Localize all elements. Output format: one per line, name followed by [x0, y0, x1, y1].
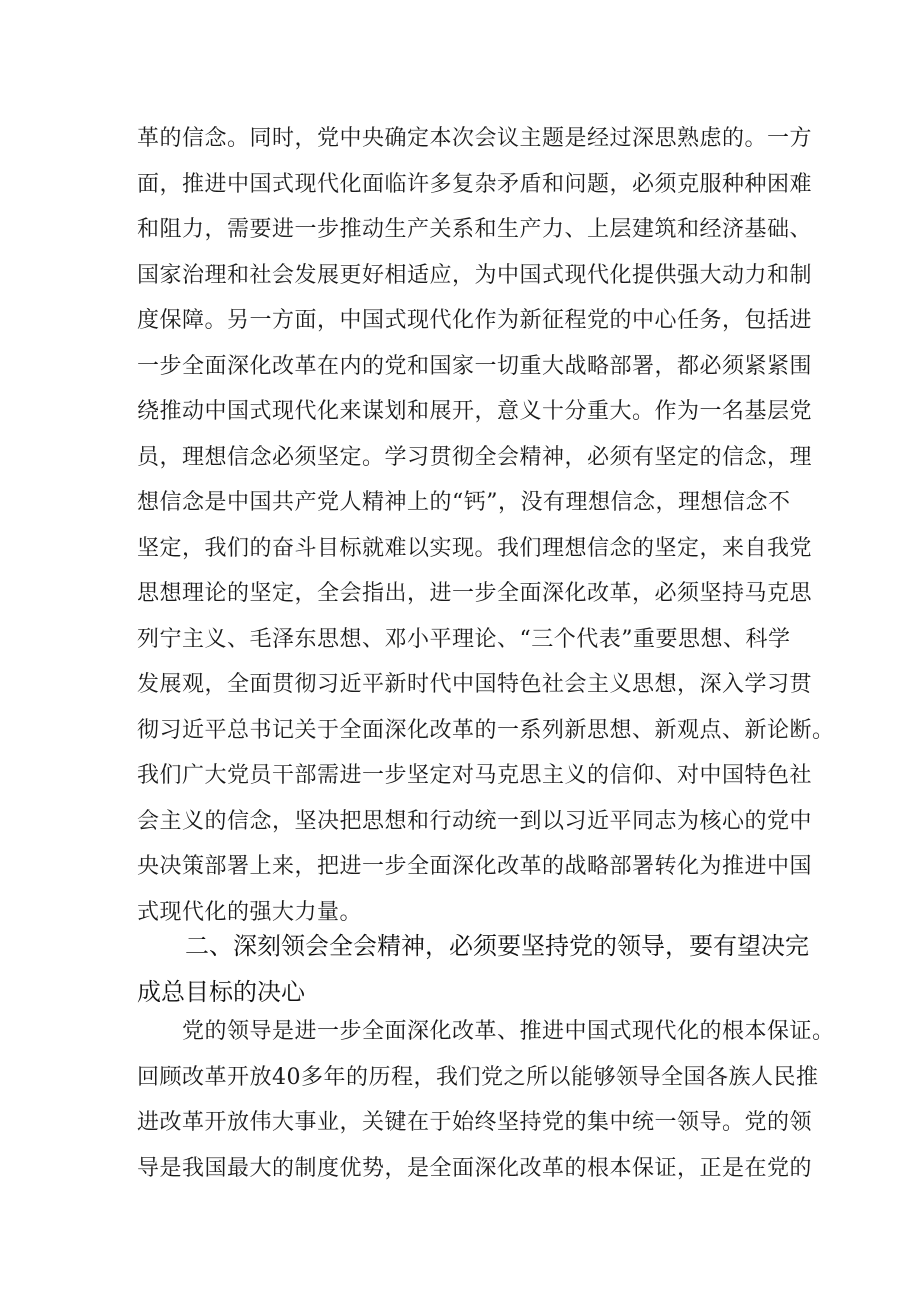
text-line: 国家治理和社会发展更好相适应，为中国式现代化提供强大动力和制	[137, 262, 813, 288]
text-line: 面，推进中国式现代化面临许多复杂矛盾和问题，必须克服种种困难	[137, 171, 813, 197]
text-line: 成总目标的决心	[137, 978, 305, 1006]
text-line: 导是我国最大的制度优势，是全面深化改革的根本保证，正是在党的	[137, 1155, 813, 1181]
text-line: 进改革开放伟大事业，关键在于始终坚持党的集中统一领导。党的领	[137, 1110, 813, 1135]
text-line: 我们广大党员干部需进一步坚定对马克思主义的信仰、对中国特色社	[137, 763, 813, 788]
text-line: 想信念是中国共产党人精神上的“钙”，没有理想信念，理想信念不	[137, 490, 791, 515]
text-line: 会主义的信念，坚决把思想和行动统一到以习近平同志为核心的党中	[137, 808, 813, 834]
text-line: 回顾改革开放40多年的历程，我们党之所以能够领导全国各族人民推	[137, 1064, 819, 1090]
text-line: 革的信念。同时，党中央确定本次会议主题是经过深思熟虑的。一方	[137, 126, 813, 151]
text-line: 列宁主义、毛泽东思想、邓小平理论、“三个代表”重要思想、科学	[137, 626, 791, 652]
text-line: 一步全面深化改革在内的党和国家一切重大战略部署，都必须紧紧围	[137, 353, 813, 379]
text-line: 思想理论的坚定，全会指出，进一步全面深化改革，必须坚持马克思	[137, 581, 813, 606]
text-line: 彻习近平总书记关于全面深化改革的一系列新思想、新观点、新论断。	[137, 717, 835, 743]
text-line: 式现代化的强大力量。	[137, 899, 363, 925]
text-line: 央决策部署上来，把进一步全面深化改革的战略部署转化为推进中国	[137, 854, 813, 879]
text-line: 员，理想信念必须坚定。学习贯彻全会精神，必须有坚定的信念，理	[137, 444, 813, 470]
text-line: 和阻力，需要进一步推动生产关系和生产力、上层建筑和经济基础、	[137, 217, 813, 242]
text-line: 二、深刻领会全会精神，必须要坚持党的领导，要有望决完	[137, 932, 809, 960]
text-line: 度保障。另一方面，中国式现代化作为新征程党的中心任务，包括进	[137, 308, 813, 333]
text-line: 发展观，全面贯彻习近平新时代中国特色社会主义思想，深入学习贯	[137, 672, 813, 697]
text-line: 绕推动中国式现代化来谋划和展开，意义十分重大。作为一名基层党	[137, 399, 813, 424]
text-line: 党的领导是进一步全面深化改革、推进中国式现代化的根本保证。	[137, 1019, 835, 1044]
text-line: 坚定，我们的奋斗目标就难以实现。我们理想信念的坚定，来自我党	[137, 535, 813, 561]
